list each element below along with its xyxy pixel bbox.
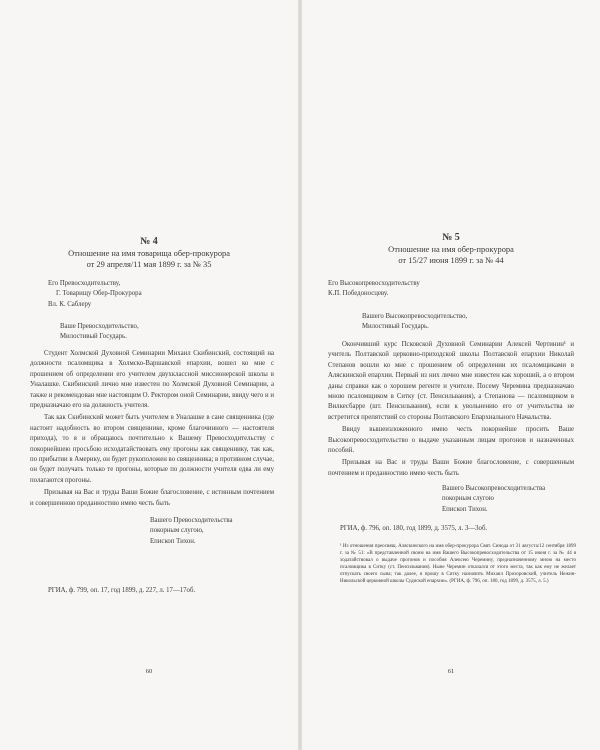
closing-line: Вашего Высокопревосходительства: [442, 485, 546, 492]
closing-line: покорным слугою,: [150, 527, 204, 535]
heading-line: Отношение на имя обер-прокурора: [388, 245, 514, 254]
letter-body: [328, 340, 574, 479]
salutation-line: Ваше Превосходительство,: [60, 323, 139, 330]
addressee-line: К.П. Победоносцеву.: [328, 290, 389, 298]
salutation-line: Вашего Высокопревосходительство,: [362, 313, 468, 320]
document-heading: [0, 248, 298, 270]
addressee-line: Г. Товарищу Обер-Прокурора: [56, 290, 142, 298]
heading-date-line: от 15/27 июня 1899 г. за № 44: [398, 256, 504, 265]
salutation: [362, 312, 592, 333]
footnote: ¹ Из отношения преосвящ. Аляскинского на имя обер-прокурора Свят. Синода от 31 августа/12 сентября 1899 г. за № 51: «В представленной своим на имя Вашего Высокопревосходительства от 15 июня г. за № 44 я ходатайствовал о выдаче прогонов и пособия Алексею Черемину, предназначенному мною на место псаломщика в Ситку (ст. Пенсильвания). Ныне Черемин отказался от этого места, так как ему не желает отпускать своего сына; так далее, я прошу в Ситку назначить Михаил Прохоровский, учитель Нежин-Никольской церковной школы Судиской епархии». (РГИА, ф. 796, оп. 180, год 1899, д. 3575, л. 5.): [340, 544, 576, 584]
paragraph: Так как Скибинский может быть учителем в Уналашке в сане священника (где настоит надобность во втором священнике, кроме благочинного — настоятеля прихода), то я и обращаюсь почтительно к Вашему Превосходительству с покорнейшею просьбою исходатайствовать ему прогоны как священнику, так как, по прибытии в Америку, он будет рукоположен во священника; в противном случае, он будет получать только те прогоны, которые по должности учителя едва ли ему полагаются прогоны.: [30, 414, 274, 484]
addressee: [328, 279, 528, 300]
salutation-line: Милостивый Государь.: [362, 323, 429, 331]
paragraph: Призывая на Вас и труды Ваши Божие благословение, с совершенным почтением и преданностию имею честь быть: [328, 459, 574, 477]
letter-body: [30, 349, 274, 509]
addressee-line: Его Высокопревосходительству: [328, 280, 420, 287]
heading-date-line: от 29 апреля/11 мая 1899 г. за № 35: [86, 260, 212, 269]
closing-line: Епископ Тихон.: [150, 537, 196, 545]
salutation-line: Милостивый Государь.: [60, 333, 127, 341]
addressee-line: Его Превосходительству,: [48, 280, 121, 287]
closing-signature: [150, 516, 290, 547]
document-heading: [302, 244, 600, 266]
right-page: [302, 0, 600, 750]
addressee-line: Вл. К. Саблеру: [48, 300, 92, 308]
addressee: [48, 279, 228, 310]
closing-line: покорным слугою: [442, 495, 494, 503]
page-number: 60: [145, 668, 153, 675]
closing-signature: [442, 484, 592, 515]
archive-reference: РГИА, ф. 799, оп. 17, год 1899, д. 227, л. 17—17об.: [48, 587, 196, 594]
salutation: [60, 322, 290, 343]
page-number: 61: [447, 668, 455, 675]
paragraph: Студент Холмской Духовной Семинарии Михаил Скибинский, состоящий на должности псаломщика в Холмско-Варшавской епархии, вошел ко мне с прошением об определении его учителем двухклассной миссионерской школы в Уналашке. Скибинский лично мне известен по Холмской Духовной Семинарии, а также и рекомендован мне настоящим О. Ректором оной Семинарии, ввиду чего и и предназначаю его на должность учителя.: [30, 350, 274, 410]
closing-line: Епископ Тихон.: [442, 505, 488, 513]
document-number: № 4: [140, 236, 158, 247]
paragraph: Ввиду вышеизложенного имею честь покорнейше просить Ваше Высокопревосходительство о выдаче указанным лицам прогонов и назначенных пособий.: [328, 426, 574, 455]
paragraph: Призывая на Вас и труды Ваши Божие благословение, с истинным почтением и совершенною преданностию имею честь быть: [30, 489, 274, 507]
heading-line: Отношение на имя товарища обер-прокурора: [68, 249, 230, 258]
document-number: № 5: [442, 232, 460, 243]
closing-line: Вашего Превосходительства: [150, 517, 233, 524]
left-page: [0, 0, 298, 750]
paragraph: Окончивший курс Псковской Духовной Семинарии Алексей Чертинин¹ и учитель Полтавской церковно-приходской школы Полтавской епархии Николай Степанов вошли ко мне с прошением об определении их псаломщиками в Аляскинской епархии. Первый из них лично мне известен как хороший, а о втором даны справки как о хорошем регенте и учителе. Посему Черемина предназначаю мною псаломщиком в Ситку (ст. Пенсильвания), а Степанова — псаломщиком в Вилкесбарре (шт. Пенсильвания), если к увольнению его от учительства не встретится препятствий со стороны Полтавского Епархиального Начальства.: [328, 341, 574, 421]
archive-reference: РГИА, ф. 796, оп. 180, год 1899, д. 3575, л. 3—3об.: [340, 525, 488, 532]
